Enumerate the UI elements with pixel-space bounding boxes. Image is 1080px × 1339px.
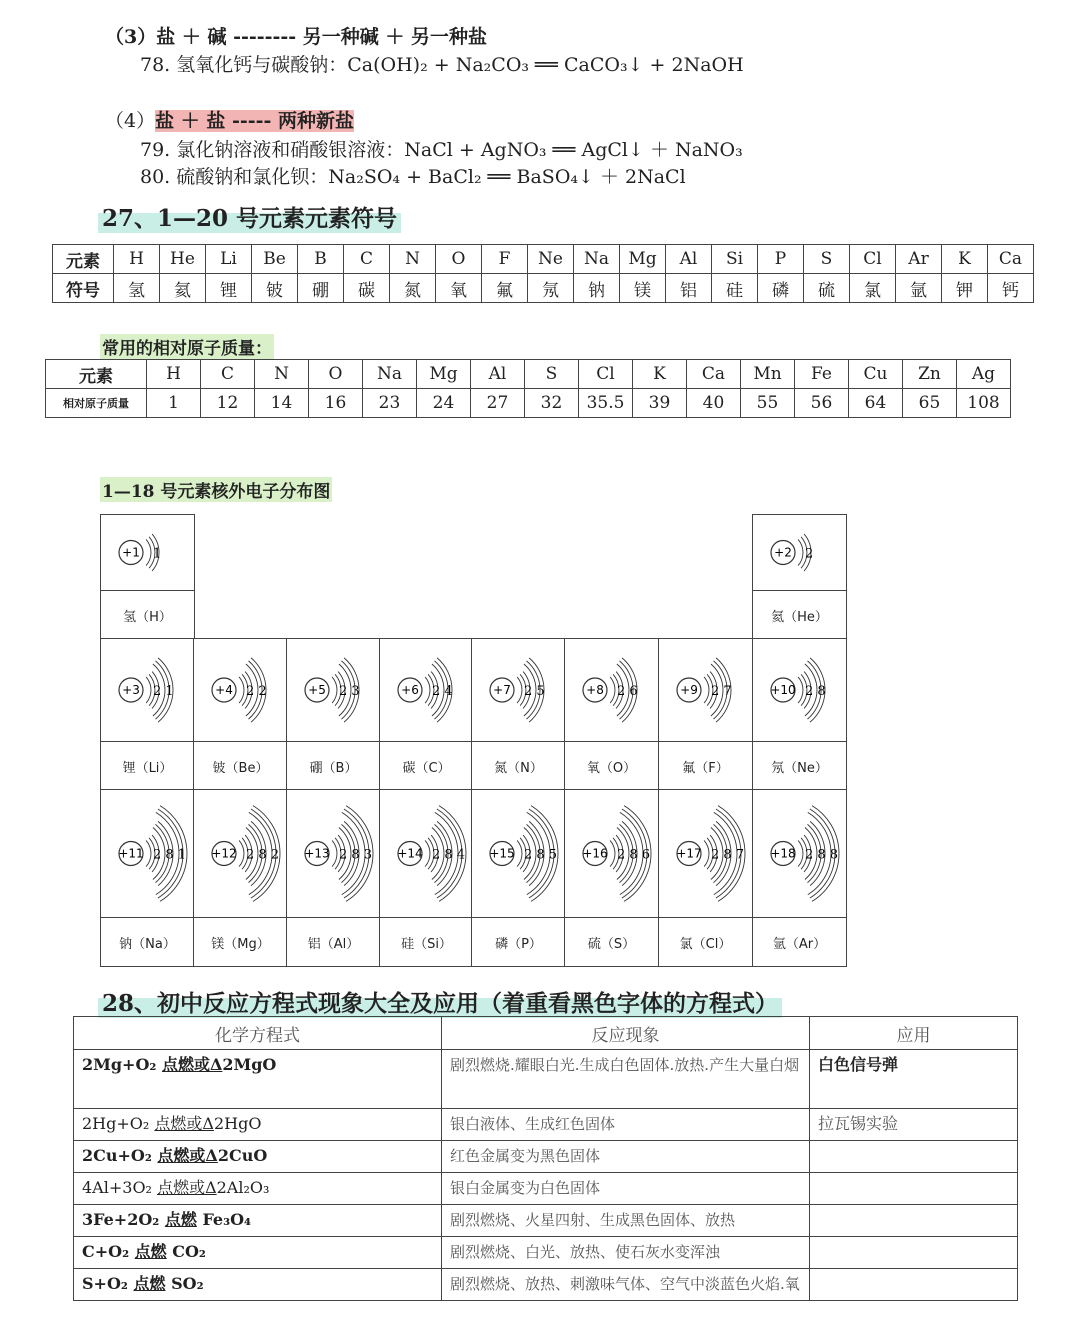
atom-label: 氦（He） — [771, 610, 828, 625]
atom-diagram — [753, 639, 847, 741]
element-name-cell: 锂 — [206, 274, 252, 303]
nucleus-charge: +14 — [397, 846, 423, 861]
atom-diagram — [194, 790, 288, 917]
table-row — [74, 1109, 1018, 1141]
atom-cell — [752, 638, 847, 791]
atom-cell-divider — [101, 741, 194, 742]
electron-shell-counts: 2 6 — [617, 684, 638, 699]
atom-cell — [100, 789, 195, 967]
nucleus-charge: +10 — [770, 683, 796, 697]
atom-diagram — [472, 790, 566, 917]
element-symbol-cell: Na — [574, 245, 620, 274]
atom-cell — [100, 638, 195, 791]
item4-heading-row — [105, 106, 354, 133]
application-cell — [810, 1237, 1018, 1269]
equation-cell — [74, 1269, 442, 1301]
electron-shell-counts: 2 1 — [153, 684, 174, 699]
electron-shell-arc — [425, 840, 430, 866]
atomic-mass-table — [45, 359, 1011, 418]
atom-cell-divider — [472, 741, 565, 742]
atom-label: 硅（Si） — [401, 937, 452, 952]
mass-symbol-cell: Mn — [741, 360, 795, 389]
mass-symbol-cell: O — [309, 360, 363, 389]
element-symbol-cell: Ne — [528, 245, 574, 274]
electron-shell-counts: 2 8 4 — [432, 847, 466, 863]
atom-label: 磷（P） — [495, 937, 542, 952]
mass-value-cell: 16 — [309, 389, 363, 418]
equation-condition: 点燃 — [134, 1242, 167, 1261]
equation-products: 2MgO — [222, 1055, 277, 1074]
electron-shell-counts: 2 8 1 — [153, 847, 187, 863]
mass-symbol-cell: N — [255, 360, 309, 389]
col-header-equation: 化学方程式 — [74, 1017, 442, 1050]
element-name-cell: 铝 — [666, 274, 712, 303]
table-row — [74, 1173, 1018, 1205]
atom-cell-divider — [753, 741, 846, 742]
table-header-mass: 相对原子质量 — [46, 389, 147, 418]
equation-reactants: 2Hg+O₂ — [82, 1114, 155, 1133]
element-symbol-cell: Ca — [988, 245, 1034, 274]
atom-cell-divider — [565, 741, 658, 742]
phenomenon-cell: 剧烈燃烧、火星四射、生成黑色固体、放热 — [442, 1205, 810, 1237]
reaction-80: 80. 硫酸钠和氯化钡：Na₂SO₄ + BaCl₂ ══ BaSO₄↓ ＋ 2NaCl — [140, 166, 686, 188]
element-name-cell: 钙 — [988, 274, 1034, 303]
electron-shell-arc — [332, 840, 337, 866]
electron-shell-counts: 2 4 — [432, 684, 453, 699]
mass-symbol-cell: Mg — [417, 360, 471, 389]
atomic-mass-title: 常用的相对原子质量： — [100, 334, 274, 359]
electron-shell-counts: 2 8 6 — [617, 847, 651, 863]
atom-diagram — [287, 790, 381, 917]
equation-condition: 点燃 — [164, 1210, 197, 1229]
atom-cell-divider — [472, 917, 565, 918]
nucleus-charge: +9 — [680, 683, 698, 697]
nucleus-charge: +15 — [489, 846, 515, 861]
element-symbol-cell: C — [344, 245, 390, 274]
element-symbol-cell: Cl — [850, 245, 896, 274]
element-name-cell: 硼 — [298, 274, 344, 303]
atom-label: 硼（B） — [309, 761, 358, 776]
electron-shell-arc — [798, 539, 803, 565]
nucleus-charge: +2 — [774, 545, 792, 560]
equation-products: 2CuO — [217, 1146, 268, 1165]
atom-label: 氧（O） — [586, 761, 637, 776]
equation-products: SO₂ — [165, 1274, 204, 1293]
equation-cell — [74, 1109, 442, 1141]
electron-shell-counts: 2 3 — [339, 684, 360, 699]
mass-value-cell: 24 — [417, 389, 471, 418]
atom-label: 锂（Li） — [122, 761, 173, 776]
atom-diagram — [659, 639, 753, 741]
atom-cell — [379, 638, 474, 791]
atom-label: 氯（Cl） — [679, 937, 732, 952]
phenomenon-cell: 剧烈燃烧、白光、放热、使石灰水变浑浊 — [442, 1237, 810, 1269]
element-symbol-table — [52, 244, 1034, 303]
atom-cell-divider — [287, 917, 380, 918]
section27-title: 27、1—20 号元素元素符号 — [98, 200, 401, 233]
table-header-element: 元素 — [46, 360, 147, 389]
equation-products: Fe₃O₄ — [196, 1210, 252, 1229]
atom-label: 氩（Ar） — [772, 937, 827, 952]
nucleus-charge: +4 — [215, 683, 233, 697]
atom-cell — [286, 638, 381, 791]
electron-shell-arc — [146, 677, 151, 703]
mass-symbol-cell: Ca — [687, 360, 741, 389]
atom-label: 碳（C） — [402, 761, 451, 776]
element-name-cell: 氦 — [160, 274, 206, 303]
mass-value-cell: 56 — [795, 389, 849, 418]
element-symbol-cell: K — [942, 245, 988, 274]
mass-value-cell: 40 — [687, 389, 741, 418]
electron-shell-counts: 1 — [153, 546, 162, 562]
electron-shell-counts: 2 7 — [711, 684, 732, 699]
mass-symbol-cell: Al — [471, 360, 525, 389]
electron-shell-arc — [146, 539, 151, 565]
application-cell — [810, 1141, 1018, 1173]
equation-reactants: 4Al+3O₂ — [82, 1178, 158, 1197]
electron-shell-arc — [704, 840, 709, 866]
atom-label: 氟（F） — [682, 761, 729, 776]
equation-cell — [74, 1173, 442, 1205]
nucleus-charge: +18 — [770, 846, 796, 861]
mass-value-cell: 32 — [525, 389, 579, 418]
element-symbol-cell: Li — [206, 245, 252, 274]
application-cell — [810, 1269, 1018, 1301]
equation-reactants: 3Fe+2O₂ — [82, 1210, 165, 1229]
equation-condition: 点燃或Δ — [157, 1146, 218, 1165]
atom-cell-divider — [380, 741, 473, 742]
electron-shell-arc — [146, 840, 151, 866]
mass-value-cell: 23 — [363, 389, 417, 418]
application-cell: 白色信号弹 — [810, 1050, 1018, 1109]
table-row — [74, 1050, 1018, 1109]
electron-shell-arc — [425, 677, 430, 703]
section28-title: 28、初中反应方程式现象大全及应用（着重看黑色字体的方程式） — [98, 985, 782, 1018]
equation-cell — [74, 1237, 442, 1269]
atom-cell — [752, 514, 847, 640]
atom-diagram — [380, 639, 474, 741]
mass-symbol-cell: H — [147, 360, 201, 389]
element-name-cell: 铍 — [252, 274, 298, 303]
element-symbol-cell: Al — [666, 245, 712, 274]
mass-symbol-cell: Zn — [903, 360, 957, 389]
element-name-cell: 硅 — [712, 274, 758, 303]
mass-symbol-cell: Cu — [849, 360, 903, 389]
col-header-application: 应用 — [810, 1017, 1018, 1050]
nucleus-charge: +6 — [401, 683, 419, 697]
atom-label: 铍（Be） — [212, 761, 269, 776]
item3-heading: （3）盐 ＋ 碱 -------- 另一种碱 ＋ 另一种盐 — [105, 26, 487, 48]
mass-symbol-cell: S — [525, 360, 579, 389]
atom-label: 硫（S） — [587, 937, 636, 952]
atom-cell-divider — [659, 917, 752, 918]
mass-value-cell: 12 — [201, 389, 255, 418]
atom-cell-divider — [753, 917, 846, 918]
reaction-78: 78. 氢氧化钙与碳酸钠：Ca(OH)₂ + Na₂CO₃ ══ CaCO₃↓ + 2NaOH — [140, 54, 744, 76]
electron-shell-arc — [517, 840, 522, 866]
mass-value-cell: 27 — [471, 389, 525, 418]
mass-symbol-cell: Na — [363, 360, 417, 389]
application-cell — [810, 1173, 1018, 1205]
element-symbol-cell: Mg — [620, 245, 666, 274]
electron-shell-arc — [332, 677, 337, 703]
electron-shell-counts: 2 8 8 — [805, 847, 839, 863]
atom-label: 氖（Ne） — [771, 761, 828, 776]
element-symbol-cell: S — [804, 245, 850, 274]
atom-diagram — [565, 790, 659, 917]
nucleus-charge: +8 — [586, 683, 604, 697]
mass-value-cell: 35.5 — [579, 389, 633, 418]
atom-cell — [471, 638, 566, 791]
atom-cell-divider — [565, 917, 658, 918]
atom-diagram — [753, 790, 847, 917]
equation-cell — [74, 1141, 442, 1173]
atom-diagram — [380, 790, 474, 917]
atom-diagram — [753, 515, 847, 590]
electron-shell-arc — [239, 677, 244, 703]
atom-label: 钠（Na） — [119, 937, 176, 952]
mass-value-cell: 14 — [255, 389, 309, 418]
electron-diagram-title: 1—18 号元素核外电子分布图 — [100, 477, 332, 502]
atom-cell — [658, 789, 753, 967]
equation-products: 2HgO — [213, 1114, 262, 1133]
atom-cell — [658, 638, 753, 791]
mass-value-cell: 108 — [957, 389, 1011, 418]
element-name-cell: 氮 — [390, 274, 436, 303]
element-symbol-cell: Si — [712, 245, 758, 274]
mass-symbol-cell: C — [201, 360, 255, 389]
equation-condition: 点燃或Δ — [157, 1178, 217, 1197]
atom-label: 铝（Al） — [307, 937, 360, 952]
nucleus-charge: +1 — [122, 545, 140, 560]
phenomenon-cell: 剧烈燃烧.耀眼白光.生成白色固体.放热.产生大量白烟 — [442, 1050, 810, 1109]
element-name-cell: 氯 — [850, 274, 896, 303]
item4-prefix: （4） — [105, 110, 156, 132]
atom-cell-divider — [101, 917, 194, 918]
electron-shell-arc — [610, 677, 615, 703]
electron-shell-counts: 2 8 5 — [524, 847, 558, 863]
table-header-symbol: 符号 — [53, 274, 114, 303]
atom-cell-divider — [287, 741, 380, 742]
element-name-cell: 氩 — [896, 274, 942, 303]
electron-shell-counts: 2 8 — [805, 684, 826, 699]
element-name-cell: 钾 — [942, 274, 988, 303]
atom-diagram — [194, 639, 288, 741]
electron-shell-counts: 2 — [805, 546, 814, 562]
equation-products: CO₂ — [166, 1242, 206, 1261]
table-row — [74, 1237, 1018, 1269]
atom-label: 氮（N） — [494, 761, 543, 776]
nucleus-charge: +12 — [211, 846, 237, 861]
equation-condition: 点燃或Δ — [154, 1114, 214, 1133]
element-name-cell: 硫 — [804, 274, 850, 303]
atom-cell — [193, 638, 288, 791]
nucleus-charge: +13 — [304, 846, 330, 861]
atom-cell-divider — [659, 741, 752, 742]
col-header-phenomenon: 反应现象 — [442, 1017, 810, 1050]
mass-value-cell: 64 — [849, 389, 903, 418]
electron-shell-counts: 2 5 — [524, 684, 545, 699]
mass-value-cell: 55 — [741, 389, 795, 418]
atom-cell-divider — [753, 590, 846, 591]
atom-label: 氢（H） — [123, 610, 172, 625]
atom-diagram — [287, 639, 381, 741]
nucleus-charge: +17 — [676, 846, 702, 861]
electron-shell-arc — [239, 840, 244, 866]
element-name-cell: 碳 — [344, 274, 390, 303]
atom-cell — [379, 789, 474, 967]
phenomenon-cell: 银白液体、生成红色固体 — [442, 1109, 810, 1141]
element-name-cell: 钠 — [574, 274, 620, 303]
electron-shell-arc — [517, 677, 522, 703]
element-name-cell: 氧 — [436, 274, 482, 303]
table-row — [74, 1141, 1018, 1173]
electron-shell-counts: 2 8 3 — [339, 847, 373, 863]
atom-cell — [193, 789, 288, 967]
atom-diagram — [101, 790, 195, 917]
phenomenon-cell: 剧烈燃烧、放热、刺激味气体、空气中淡蓝色火焰.氧 — [442, 1269, 810, 1301]
atom-diagram — [101, 515, 195, 590]
element-symbol-cell: He — [160, 245, 206, 274]
mass-symbol-cell: Fe — [795, 360, 849, 389]
nucleus-charge: +7 — [493, 683, 511, 697]
element-symbol-cell: Ar — [896, 245, 942, 274]
table-row — [74, 1205, 1018, 1237]
mass-symbol-cell: Cl — [579, 360, 633, 389]
equation-reactants: S+O₂ — [82, 1274, 134, 1293]
atom-diagram — [565, 639, 659, 741]
reaction-79: 79. 氯化钠溶液和硝酸银溶液：NaCl + AgNO₃ ══ AgCl↓ ＋ NaNO₃ — [140, 139, 743, 161]
table-row — [74, 1269, 1018, 1301]
mass-symbol-cell: K — [633, 360, 687, 389]
element-name-cell: 氢 — [114, 274, 160, 303]
atom-cell-divider — [380, 917, 473, 918]
element-symbol-cell: B — [298, 245, 344, 274]
electron-shell-counts: 2 8 7 — [711, 847, 745, 863]
element-symbol-cell: P — [758, 245, 804, 274]
equation-reactants: 2Cu+O₂ — [82, 1146, 158, 1165]
element-symbol-cell: Be — [252, 245, 298, 274]
element-symbol-cell: H — [114, 245, 160, 274]
electron-shell-arc — [610, 840, 615, 866]
mass-value-cell: 65 — [903, 389, 957, 418]
equation-cell — [74, 1050, 442, 1109]
atom-cell-divider — [194, 741, 287, 742]
phenomenon-cell: 红色金属变为黑色固体 — [442, 1141, 810, 1173]
equation-cell — [74, 1205, 442, 1237]
equation-reactants: C+O₂ — [82, 1242, 135, 1261]
electron-shell-arc — [798, 677, 803, 703]
reaction-table — [73, 1016, 1018, 1301]
atom-cell — [752, 789, 847, 967]
equation-condition: 点燃 — [133, 1274, 166, 1293]
electron-shell-arc — [704, 677, 709, 703]
atom-cell — [471, 789, 566, 967]
atom-label: 镁（Mg） — [211, 937, 270, 952]
mass-value-cell: 1 — [147, 389, 201, 418]
element-symbol-cell: N — [390, 245, 436, 274]
equation-condition: 点燃或Δ — [161, 1055, 223, 1074]
nucleus-charge: +3 — [122, 683, 140, 697]
nucleus-charge: +5 — [308, 683, 326, 697]
application-cell — [810, 1205, 1018, 1237]
atom-cell — [564, 638, 659, 791]
element-name-cell: 镁 — [620, 274, 666, 303]
equation-reactants: 2Mg+O₂ — [82, 1055, 162, 1074]
phenomenon-cell: 银白金属变为白色固体 — [442, 1173, 810, 1205]
equation-products: 2Al₂O₃ — [216, 1178, 270, 1197]
nucleus-charge: +16 — [582, 846, 608, 861]
mass-value-cell: 39 — [633, 389, 687, 418]
atom-cell — [286, 789, 381, 967]
application-cell: 拉瓦锡实验 — [810, 1109, 1018, 1141]
nucleus-charge: +11 — [118, 846, 144, 861]
atom-cell — [100, 514, 195, 640]
element-symbol-cell: F — [482, 245, 528, 274]
table-header-element: 元素 — [53, 245, 114, 274]
item4-heading: 盐 ＋ 盐 ----- 两种新盐 — [155, 110, 354, 132]
atom-cell-divider — [101, 590, 194, 591]
element-name-cell: 磷 — [758, 274, 804, 303]
atom-diagram — [472, 639, 566, 741]
electron-shell-arc — [798, 840, 803, 866]
electron-shell-counts: 2 8 2 — [246, 847, 280, 863]
atom-cell-divider — [194, 917, 287, 918]
atom-cell — [564, 789, 659, 967]
element-symbol-cell: O — [436, 245, 482, 274]
element-name-cell: 氟 — [482, 274, 528, 303]
element-name-cell: 氖 — [528, 274, 574, 303]
atom-diagram — [101, 639, 195, 741]
electron-shell-counts: 2 2 — [246, 684, 267, 699]
mass-symbol-cell: Ag — [957, 360, 1011, 389]
atom-diagram — [659, 790, 753, 917]
